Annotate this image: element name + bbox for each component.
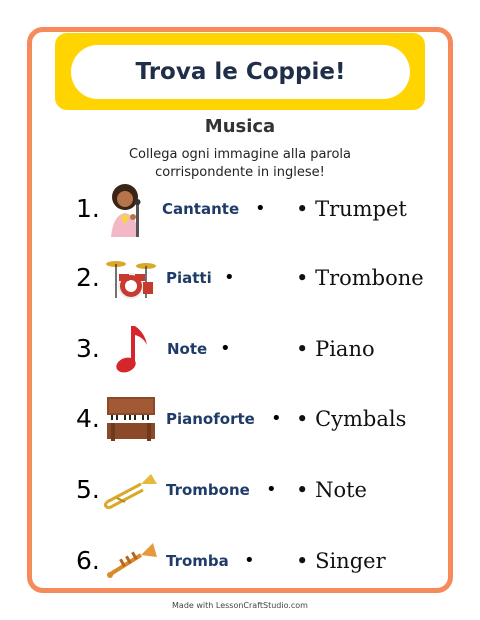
english-word-label: Piano [315, 337, 375, 361]
match-dot-right[interactable]: • [296, 337, 309, 361]
match-dot-left[interactable]: • [271, 408, 282, 429]
english-word-label: Trombone [315, 266, 424, 290]
english-word[interactable] [296, 531, 386, 591]
instructions-text: Collega ogni immagine alla parola corrispondente in inglese! [128, 147, 352, 180]
topic-heading: Musica [204, 116, 276, 137]
row-number: 3. [76, 334, 100, 363]
english-word-label: Note [315, 478, 367, 502]
match-dot-right[interactable]: • [296, 407, 309, 431]
row-number: 5. [76, 475, 100, 504]
row-number: 6. [76, 546, 100, 575]
match-dot-right[interactable]: • [296, 197, 309, 221]
match-row [0, 531, 480, 591]
row-number: 2. [76, 263, 100, 292]
italian-word: Piatti [166, 269, 212, 287]
row-number: 1. [76, 194, 100, 223]
match-dot-right[interactable]: • [296, 549, 309, 573]
english-word[interactable] [296, 460, 367, 520]
italian-word: Cantante [162, 200, 240, 218]
singer-icon [103, 181, 159, 237]
trombone-icon [103, 462, 159, 518]
english-word-label: Cymbals [315, 407, 407, 431]
match-row [0, 179, 480, 239]
english-word[interactable] [296, 248, 424, 308]
match-row [0, 389, 480, 449]
match-dot-left[interactable]: • [244, 550, 255, 571]
row-number: 4. [76, 404, 100, 433]
english-word[interactable] [296, 389, 406, 449]
match-dot-left[interactable]: • [220, 338, 231, 359]
match-dot-right[interactable]: • [296, 266, 309, 290]
footer-credit: Made with LessonCraftStudio.com [172, 601, 308, 610]
match-dot-left[interactable]: • [255, 198, 266, 219]
italian-word: Trombone [166, 481, 250, 499]
italian-word: Note [167, 340, 208, 358]
piano-icon [103, 391, 159, 447]
english-word-label: Singer [315, 549, 386, 573]
drum-kit-icon [103, 250, 159, 306]
music-note-icon [103, 321, 159, 377]
english-word-label: Trumpet [315, 197, 407, 221]
italian-word: Pianoforte [166, 410, 255, 428]
english-word[interactable] [296, 319, 375, 379]
english-word[interactable] [296, 179, 407, 239]
worksheet-title: Trova le Coppie! [71, 45, 410, 99]
match-dot-left[interactable]: • [266, 479, 277, 500]
match-dot-right[interactable]: • [296, 478, 309, 502]
italian-word: Tromba [166, 552, 229, 570]
match-row [0, 319, 480, 379]
match-dot-left[interactable]: • [224, 267, 235, 288]
match-row [0, 248, 480, 308]
trumpet-icon [103, 533, 159, 589]
match-row [0, 460, 480, 520]
